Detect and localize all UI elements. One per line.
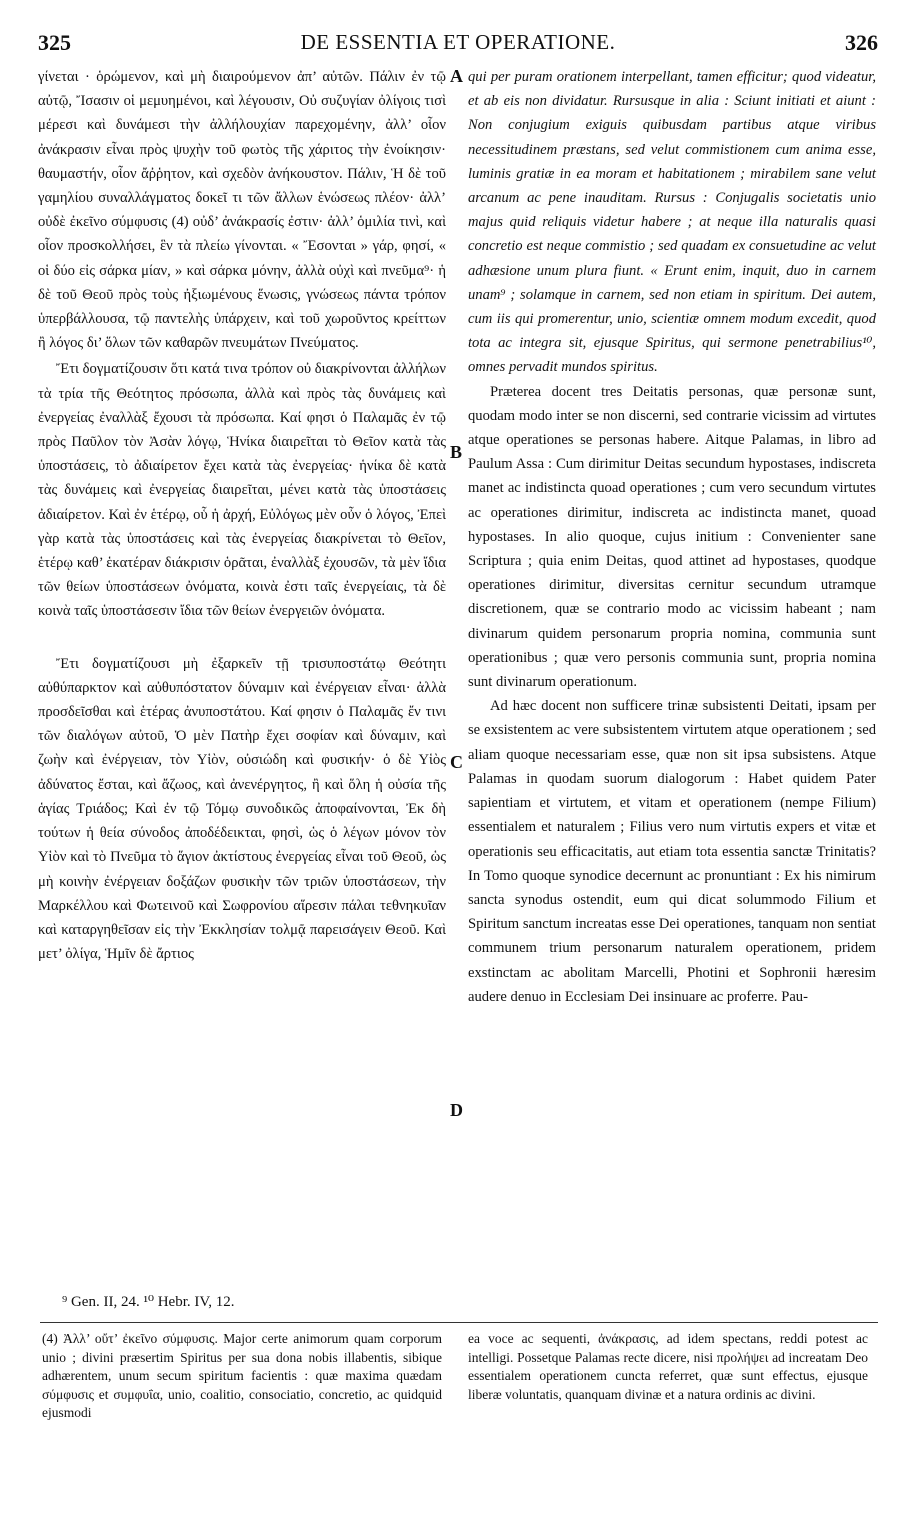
running-title: DE ESSENTIA ET OPERATIONE.	[300, 30, 616, 54]
page-header	[38, 30, 878, 64]
margin-marker-c: C	[450, 752, 463, 772]
greek-paragraph: Ἔτι δογματίζουσι μὴ ἐξαρκεῖν τῇ τρισυποστάτῳ Θεότητι αὐθύπαρκτον καὶ αὐθυπόστατον δύναμιν καὶ ἐνέργειαν εἶναι· ἀλλὰ προσδεῖσθαι καὶ ἑτέρας ἀνυποστάτου. Καί φησιν ὁ Παλαμᾶς ἔν τινι τῶν διαλόγων αὐτοῦ, Ὁ μὲν Πατὴρ ἔχει σοφίαν καὶ δύναμιν, καὶ ζωὴν καὶ ἐνέργειαν, τὸν Υἱὸν, οὐσιώδη καὶ φυσικήν· ὁ δὲ Υἱὸς ἀδύνατος ἔσται, καὶ ἄζωος, καὶ ἀνενέργητος, ἢ καὶ ὅλη ἡ οὐσία τῆς ἁγίας Τριάδος; Καὶ ἐν τῷ Τόμῳ συνοδικῶς ἀποφαίνονται, Ἐκ δὴ τούτων ἡ θεία σύνοδος ἀποδέδεικται, φησὶ, ὡς ὁ λέγων μόνον τὸν Υἱὸν καὶ τὸ Πνεῦμα τὸ ἅγιον ἀκτίστους ἐνεργείας εἶναι τοῦ Θεοῦ, ὡς μὴ κοινὴν ἐνέργειαν δοξάζων φυσικὴν τῶν τριῶν ὑποστάσεων, τὴν Μαρκέλλου καὶ Φωτεινοῦ καὶ Σωφρονίου αἵρεσιν πάλαι τεθνηκυῖαν καὶ καταργηθεῖσαν εἰς τὴν Ἐκκλησίαν τολμᾷ παρεισάγειν Θεοῦ. Καὶ μετ’ ὀλίγα, Ἡμῖν δὲ ἄρτιος	[38, 655, 446, 963]
page-number-left: 325	[38, 30, 71, 55]
page-number-right: 326	[845, 30, 878, 55]
footnote-left: (4) Ἀλλ’ οὔτ’ ἐκεῖνο σύμφυσις. Major certe animorum quam corporum unio ; divini præsertim Spiritus per sua dona nobis illabentis, sibique adhærentem, unum secum spiritum facientis : quæ maxima quædam σύμφυσις et συμφυΐα, unio, coalitio, consociatio, concretio, ac quidquid ejusmodi	[42, 1331, 442, 1420]
greek-column	[38, 65, 446, 966]
margin-marker-d: D	[450, 1100, 463, 1120]
latin-paragraph: qui per puram orationem interpellant, tamen efficitur; quod videatur, et ab eis non dividatur. Rursusque in alia : Sciunt initiati et aiunt : Non conjugium exiguis quibusdam partibus atque viribus necessitudinem præstans, sed velut commistionem cum anima esse, luminis gratiæ in ea moram et habitationem ; mirabilem sane velut arcanum ac pene inauditam. Rursus : Conjugalis societatis unio majus quid reliquis videtur habere ; at neque illa naturalis quasi concretio est neque commistio ; sed quadam ex consuetudine ac velut adhæsione unum plura fiunt. « Erunt enim, inquit, duo in carnem unam⁹ ; solamque in carnem, sed non etiam in spiritum. Dei autem, cum iis qui promerentur, unio, scientiæ omnem modum excedit, quod tota ac integra sit, ejusque Spiritus, qui sermone penetrabilius¹⁰, omnes pervadit mundos spiritus.	[468, 69, 876, 376]
scripture-references: ⁹ Gen. II, 24. ¹⁰ Hebr. IV, 12.	[62, 1294, 235, 1310]
footnote-divider	[40, 1322, 878, 1323]
margin-marker-b: B	[450, 442, 463, 462]
greek-paragraph: γίνεται · ὁρώμενον, καὶ μὴ διαιρούμενον ἀπ’ αὐτῶν. Πάλιν ἐν τῷ αὐτῷ, Ἴσασιν οἱ μεμυημένοι, καὶ λέγουσιν, Οὐ συζυγίαν ὀλίγοις τισὶ μέρεσι καὶ δυνάμεσι τὴν ἀλλήλουχίαν παρεχομένην, ἀλλ’ οἷον ἀνάκρασιν εἶναι πρὸς ψυχὴν τοῦ φωτὸς τῆς χάριτος τὴν ἐνοίκησιν· θαυμαστήν, οἷον ἄῤῥητον, καὶ σχεδὸν ἀνήκουστον. Πάλιν, Ἡ δὲ τοῦ γαμηλίου συναλλάγματος δοκεῖ τι τῶν ἄλλων ἑνώσεως πλέον· ἀλλ’ οὐδὲ ἐκεῖνο σύμφυσις (4) οὐδ’ ἀνάκρασίς ἐστιν· ἀλλ’ ὁμιλία τινὶ, καὶ οἷον προσκολλήσει, ἓν τὰ πλείω γίνονται. « Ἔσονται » γάρ, φησί, « οἱ δύο εἰς σάρκα μίαν, » καὶ σάρκα μόνην, ἀλλὰ οὐχὶ καὶ πνεῦμα⁹· ἡ δὲ τοῦ Θεοῦ πρὸς τοὺς ἠξιωμένους ἕνωσις, γνώσεως πάντα τρόπον ὑπερβάλλουσα, τῷ παντελὴς ὑπάρχειν, καὶ τοῦ χωροῦντος κρείττων ἢ λόγος δι’ ὅλων τῶν καθαρῶν πνευμάτων Πνεύματος.	[38, 69, 446, 352]
margin-marker-a: A	[450, 66, 463, 86]
latin-paragraph: Ad hæc docent non sufficere trinæ subsistenti Deitati, ipsam per se exsistentem ac vere subsistentem virtutem atque operationem ; sed aliam quoque necessariam esse, quæ non sit ipsa subsistens. Atque Palamas in quodam suorum dialogorum : Habet quidem Pater sapientiam et virtutem, et vitam et operationem (nempe Filium) essentialem et naturalem ; Filius vero num virtutis expers et vitæ et operationis seu efficacitatis, aut etiam tota essentia sanctæ Trinitatis? In Tomo quoque synodice decernunt ac pronuntiant : Ex his nimirum sancta synodus ostendit, eum qui dicat solummodo Filium et Spiritum sanctum increatas esse Dei operationes, tanquam non sentiat communem trium personarum naturalem operationem, pridem exstinctam ac abolitam Marcelli, Photini et Sophronii hæresim audere denuo in Ecclesiam Dei insinuare ac proferre. Pau-	[468, 698, 876, 1005]
greek-paragraph: Ἔτι δογματίζουσιν ὅτι κατά τινα τρόπον οὐ διακρίνονται ἀλλήλων τὰ τρία τῆς Θεότητος πρόσωπα, ἀλλὰ καὶ πρὸς τὰς δυνάμεις καὶ ἐνεργείας ἐναλλὰξ ἔχουσι τὰ πρόσωπα. Καί φησι ὁ Παλαμᾶς ἐν τῷ πρὸς Παῦλον τὸν Ἀσὰν λόγῳ, Ἡνίκα διαιρεῖται τὸ Θεῖον κατὰ τὰς ὑποστάσεις, τὸ ἀδιαίρετον ἔχει κατὰ τὰς ἐνεργείας· ἡνίκα δὲ κατὰ τὰς δυνάμεις καὶ ἐνεργείας διαιρεῖται, μένει κατὰ τὰς ὑποστάσεις ἀδιαίρετον. Καὶ ἐν ἑτέρῳ, οὗ ἡ ἀρχή, Εὐλόγως μὲν οὖν ὁ λόγος, Ἐπεὶ γὰρ κατὰ τὰς ὑποστάσεις καὶ τὰς ἐνεργείας διακρίνεται τὸ Θεῖον, ἑτέρῳ καθ’ ἑκατέραν διάκρισιν ὁρᾶται, ἐναλλὰξ ἐχουσῶν, τὰ μὲν ἴδια τῶν θείων ὑποστάσεων ὀνόματα, κοινὰ ἐστι ταῖς ἐνεργείαις, τὰ δὲ κοινὰ ταῖς ὑποστάσεσιν ἴδια τῶν θείων ἐνεργειῶν ὀνόματα.	[38, 361, 446, 620]
latin-column	[468, 65, 876, 1009]
latin-paragraph: Præterea docent tres Deitatis personas, quæ personæ sunt, quodam modo inter se non discerni, sed contrarie vicissim ad virtutes atque operationes se personas habere. Aitque Palamas, in libro ad Paulum Assa : Cum dirimitur Deitas secundum hypostases, indiscreta manet ac indistincta quoad operationes ; cum vero secundum virtutes ac operationes dirimitur, indiscreta ac indistincta manet, quoad hypostases. In alio quoque, cujus initium : Convenienter sane Scriptura ; quia enim Deitas, quod attinet ad hypostases, quodque operationes dirimitur, diversitas cernitur secundum utramque discretionem, quæ se contrario modo ac vicissim habeant ; nam divinarum quidem personarum propria nomina, communia sunt operationibus ; quæ vero personis communia sunt, propria nomina sunt divinarum operationum.	[468, 383, 876, 691]
footnote-right: ea voce ac sequenti, ἀνάκρασις, ad idem spectans, reddi potest ac intelligi. Possetque Palamas recte dicere, nisi προλήψει ad increatam Deo essentialem operationem cuncta referret, quæ sunt effectus, ejusque liberæ voluntatis, quanquam divinæ et a natura ordinis ac divini.	[468, 1331, 868, 1402]
